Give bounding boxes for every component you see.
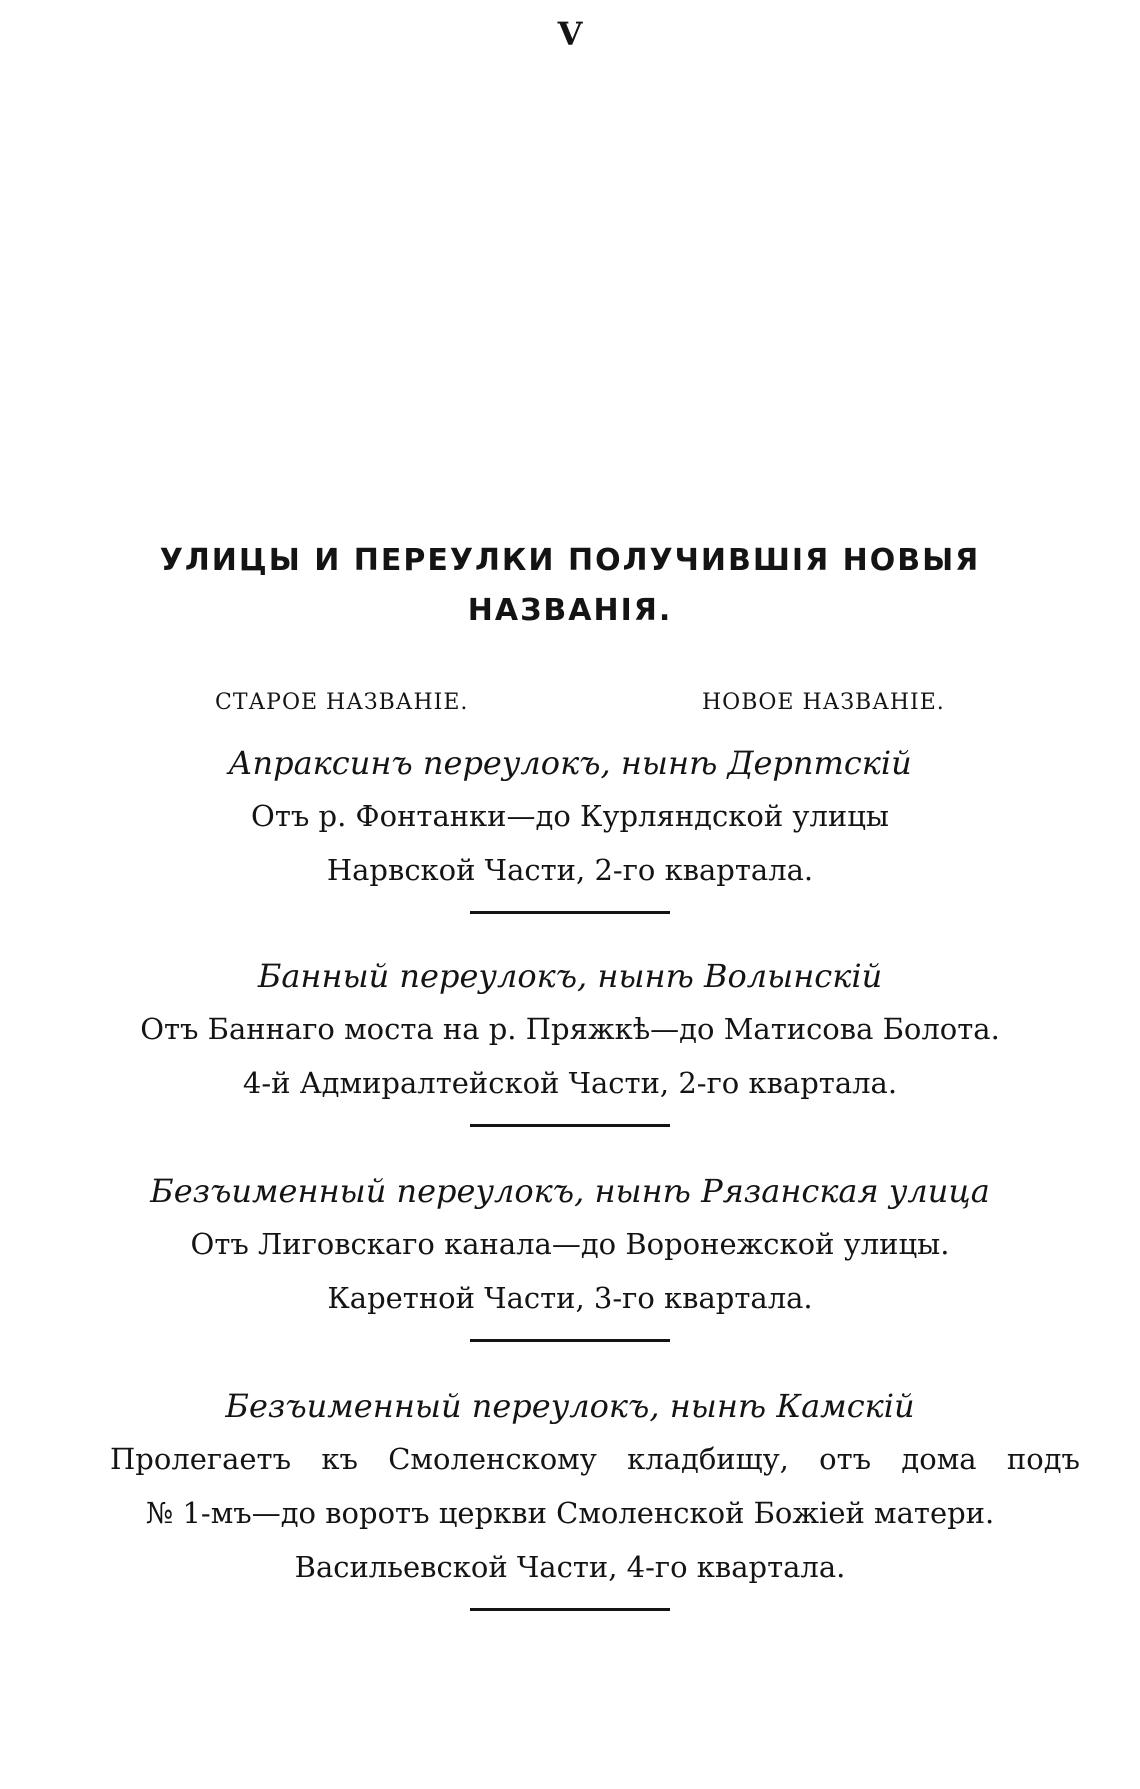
page-number: V [557,15,583,53]
column-header-old-name: СТАРОЕ НАЗВАНІЕ. [215,690,469,715]
entry-description-line: № 1-мъ—до воротъ церкви Смоленской Божіей матери. [145,1496,995,1530]
entry-divider [470,1124,670,1127]
section-heading-line-1: УЛИЦЫ И ПЕРЕУЛКИ ПОЛУЧИВШІЯ НОВЫЯ [159,543,981,578]
entry-divider [470,911,670,914]
column-headers [0,683,1140,723]
section-heading-line-2: НАЗВАНІЯ. [467,593,673,628]
entry-district-line: Нарвской Части, 2-го квартала. [326,853,814,887]
entry-divider [470,1339,670,1342]
street-entry [0,737,1140,914]
section-heading [60,536,1080,636]
entry-district-line: Васильевской Части, 4-го квартала. [294,1550,846,1584]
entry-district-line: 4-й Адмиралтейской Части, 2-го квартала. [242,1066,898,1100]
entry-divider [470,1608,670,1611]
entry-description-line: Отъ р. Фонтанки—до Курляндской улицы [251,799,889,833]
entry-title: Банный переулокъ, нынѣ Волынскій [257,957,883,995]
column-header-new-name: НОВОЕ НАЗВАНІЕ. [702,690,945,715]
entry-title: Безъименный переулокъ, нынѣ Рязанская улица [150,1172,990,1210]
entry-description-line: Пролегаетъ къ Смоленскому кладбищу, отъ дома подъ [110,1442,1080,1476]
street-entry [0,1380,1140,1611]
street-entry [0,1165,1140,1342]
entry-description-line: Отъ Лиговскаго канала—до Воронежской улицы. [190,1227,950,1261]
entry-title: Безъименный переулокъ, нынѣ Камскій [225,1387,915,1425]
entry-description-line: Отъ Баннаго моста на р. Пряжкѣ—до Матисова Болота. [140,1012,1000,1046]
entry-district-line: Каретной Части, 3-го квартала. [327,1281,813,1315]
street-entry [0,950,1140,1127]
entry-title: Апраксинъ переулокъ, нынѣ Дерптскій [228,744,912,782]
